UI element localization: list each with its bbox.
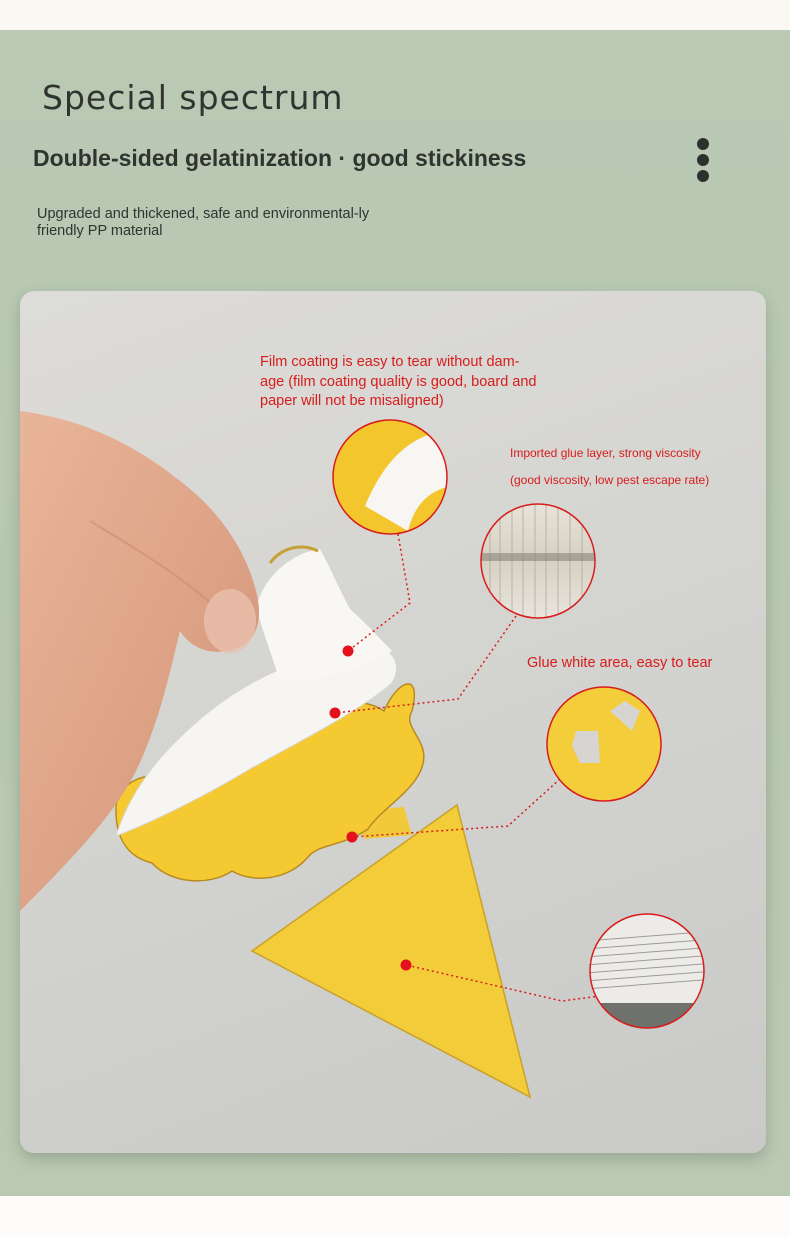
annotation-glue-white-area: Glue white area, easy to tear [527,655,713,671]
magnifier-glue-fibers [470,496,610,626]
magnifier-board-layers [585,911,715,1033]
annotation-film-coating: Film coating is easy to tear without dam-age (film coating quality is good, board and paper will not be misaligned) [260,354,537,409]
magnifier-film-peel [320,411,460,551]
page-subtitle: Double-sided gelatinization · good stickiness [33,145,527,171]
marker-film [343,646,354,657]
product-photo-card [20,291,766,1153]
marker-glue-layer [330,708,341,719]
marker-white-area [347,832,358,843]
bottom-strip [0,1196,790,1237]
product-illustration [20,291,766,1153]
marker-thickness [401,960,412,971]
annotation-glue-layer: Imported glue layer, strong viscosity [510,446,701,460]
top-strip [0,0,790,30]
annotation-glue-viscosity: (good viscosity, low pest escape rate) [510,473,710,487]
more-options-icon[interactable] [697,138,709,186]
magnifier-white-tab [540,681,670,811]
material-description: Upgraded and thickened, safe and environmental-ly friendly PP material [37,206,370,239]
page-title: Special spectrum [42,78,344,117]
